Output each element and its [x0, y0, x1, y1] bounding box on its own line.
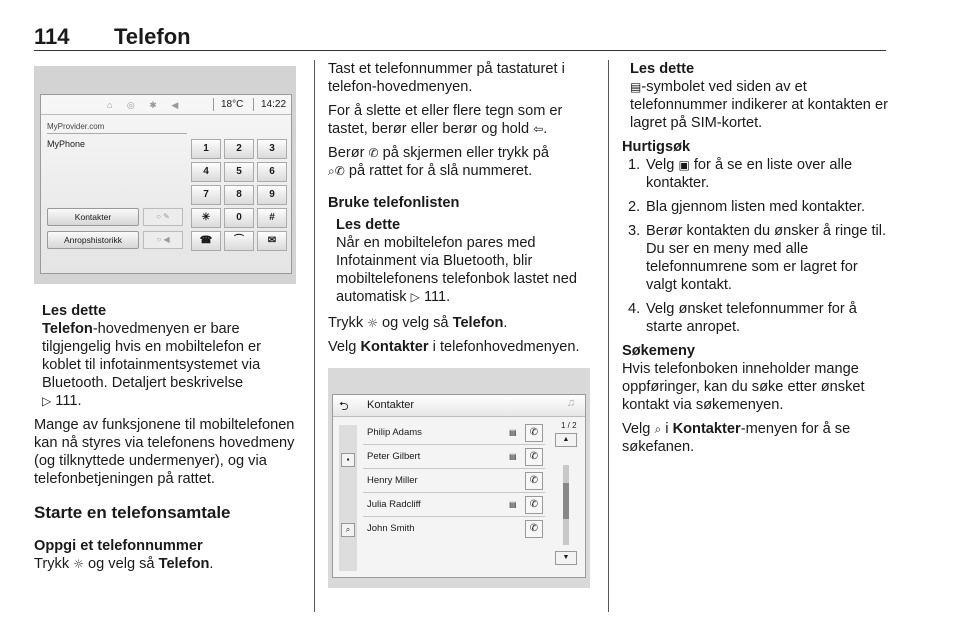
mute-icon[interactable]: ○ ✎ — [143, 208, 183, 226]
contact-row[interactable]: Henry Miller ✆ — [363, 469, 545, 493]
list-item: 4. Velg ønsket telefonnummer for å starte anropet. — [628, 301, 857, 335]
home-icon: ☼ — [73, 557, 84, 571]
paragraph-delete: For å slette et eller flere tegn som er tastet, berør eller berør og hold ⇦. — [328, 103, 563, 137]
column-divider — [608, 60, 609, 612]
contacts-sidebar — [339, 425, 357, 571]
backspace-icon: ⇦ — [533, 122, 544, 136]
note-box — [622, 60, 888, 132]
column-1 — [34, 60, 296, 573]
call-icon: ✆ — [525, 496, 543, 514]
sim-icon: ▤ — [509, 452, 517, 461]
quick-search-steps — [622, 156, 888, 336]
home-icon: ☼ — [367, 316, 378, 330]
keypad-key-2[interactable]: 2 — [224, 139, 254, 159]
call-icon: ✆ — [525, 448, 543, 466]
keypad-key-9[interactable]: 9 — [257, 185, 287, 205]
keypad-key-4[interactable]: 4 — [191, 162, 221, 182]
call-icon: ✆ — [525, 520, 543, 538]
note-text: Telefon-hovedmenyen er bare tilgjengelig hvis en mobiltelefon er koblet til infotainmentsystemet via Bluetooth. Detaljert beskrivelse ▷ 111. — [42, 321, 262, 409]
keypad-key-7[interactable]: 7 — [191, 185, 221, 205]
reference-arrow-icon: ▷ — [42, 394, 52, 408]
keypad-key-0[interactable]: 0 — [224, 208, 254, 228]
keypad-key-6[interactable]: 6 — [257, 162, 287, 182]
list-item: 3. Berør kontakten du ønsker å ringe til. Du ser en meny med alle telefonnumrene som er lagret for valgt kontakt. — [628, 223, 887, 293]
contact-row[interactable]: John Smith ✆ — [363, 517, 545, 541]
list-item: 1. Velg ▣ for å se en liste over alle kontakter. — [628, 157, 853, 191]
status-bar — [41, 95, 291, 115]
subheading-phonebook: Bruke telefonlisten — [328, 195, 460, 211]
subheading-quick-search: Hurtigsøk — [622, 139, 691, 155]
note-box — [328, 216, 594, 306]
contact-row[interactable]: Philip Adams ▤ ✆ — [363, 421, 545, 445]
connected-phone-name: MyPhone — [47, 139, 86, 149]
note-text: Når en mobiltelefon pares med Infotainment via Bluetooth, blir mobiltelefonens telefonbok lastet ned automatisk ▷ 111. — [336, 235, 577, 305]
paragraph-search: Hvis telefonboken inneholder mange oppføringer, kan du søke etter ønsket kontakt via søkemenyen. — [622, 361, 865, 413]
header-rule — [34, 50, 886, 51]
provider-name: MyProvider.com — [47, 122, 105, 131]
keypad-key-hash[interactable]: # — [257, 208, 287, 228]
paragraph-enter-number: Tast et telefonnummer på tastaturet i telefon-hovedmenyen. — [328, 61, 565, 95]
reference-arrow-icon: ▷ — [410, 290, 420, 304]
keypad-key-1[interactable]: 1 — [191, 139, 221, 159]
contact-row[interactable]: Julia Radcliff ▤ ✆ — [363, 493, 545, 517]
contact-row[interactable]: Peter Gilbert ▤ ✆ — [363, 445, 545, 469]
call-history-button[interactable]: Anropshistorikk — [47, 231, 139, 249]
intro-paragraph: Mange av funksjonene til mobiltelefonen kan nå styres via telefonens hovedmeny (og tilknyttede undermenyer), og via telefonbetjeningen på rattet. — [34, 417, 295, 487]
call-icon[interactable]: ☎ — [191, 231, 221, 251]
list-item: 2. Bla gjennom listen med kontakter. — [628, 199, 866, 215]
steering-phone-icon: ⌕✆ — [328, 164, 345, 178]
infotainment-screen — [40, 94, 292, 274]
sim-icon: ▤ — [509, 428, 517, 437]
instruction-press: Trykk ☼ og velg så Telefon. — [34, 556, 214, 572]
message-icon[interactable]: ✉ — [257, 231, 287, 251]
sim-icon: ▤ — [509, 500, 517, 509]
note-text: ▤-symbolet ved siden av et telefonnummer indikerer at kontakten er lagret på SIM-kortet. — [630, 79, 888, 131]
page-indicator: 1 / 2 — [561, 421, 577, 430]
note-box — [34, 302, 296, 410]
status-temperature: 18°C — [221, 99, 244, 110]
phone-main-menu-screenshot — [34, 66, 296, 284]
sim-icon: ▤ — [630, 80, 642, 94]
contacts-header — [333, 395, 585, 417]
contacts-screen — [332, 394, 586, 578]
phone-icon: ✆ — [368, 146, 379, 160]
contact-list-tab-icon[interactable]: ▪ — [341, 453, 355, 467]
search-icon: ⌕ — [654, 422, 662, 436]
keypad-key-8[interactable]: 8 — [224, 185, 254, 205]
back-icon[interactable]: ⮌ — [339, 399, 349, 413]
chapter-title: Telefon — [114, 24, 191, 49]
contacts-button[interactable]: Kontakter — [47, 208, 139, 226]
hang-up-icon[interactable]: ⌒ — [224, 231, 254, 251]
subheading-enter-number: Oppgi et telefonnummer — [34, 538, 203, 554]
column-divider — [314, 60, 315, 612]
keypad-key-3[interactable]: 3 — [257, 139, 287, 159]
scroll-down-icon[interactable]: ▼ — [555, 551, 577, 565]
instruction-select-contacts: Velg Kontakter i telefonhovedmenyen. — [328, 339, 580, 355]
section-heading: Starte en telefonsamtale — [34, 503, 231, 522]
scroll-up-icon[interactable]: ▲ — [555, 433, 577, 447]
keypad-key-5[interactable]: 5 — [224, 162, 254, 182]
instruction-press: Trykk ☼ og velg så Telefon. — [328, 315, 508, 331]
subheading-search-menu: Søkemeny — [622, 343, 696, 359]
note-title: Les dette — [42, 303, 107, 319]
column-3 — [622, 60, 888, 456]
speaker-icon[interactable]: ○ ◀ — [143, 231, 183, 249]
call-icon: ✆ — [525, 472, 543, 490]
page-number: 114 — [34, 24, 70, 49]
contacts-icon: ▣ — [678, 158, 690, 172]
instruction-search: Velg ⌕ i Kontakter-menyen for å se søkefanen. — [622, 421, 851, 455]
note-title: Les dette — [336, 217, 401, 233]
call-icon: ✆ — [525, 424, 543, 442]
contacts-screenshot — [328, 368, 590, 588]
note-title: Les dette — [630, 61, 695, 77]
music-icon[interactable]: ♫ — [566, 397, 575, 409]
contacts-title: Kontakter — [367, 399, 415, 411]
scrollbar-thumb[interactable] — [563, 483, 569, 519]
status-time: 14:22 — [261, 99, 287, 110]
paragraph-dial: Berør ✆ på skjermen eller trykk på ⌕✆ på rattet for å slå nummeret. — [328, 145, 549, 179]
keypad-key-star[interactable]: ✳ — [191, 208, 221, 228]
status-icons: ⌂ ◎ ✱ ◀ — [107, 100, 185, 110]
search-tab-icon[interactable]: ⌕ — [341, 523, 355, 537]
column-2 — [328, 60, 594, 588]
